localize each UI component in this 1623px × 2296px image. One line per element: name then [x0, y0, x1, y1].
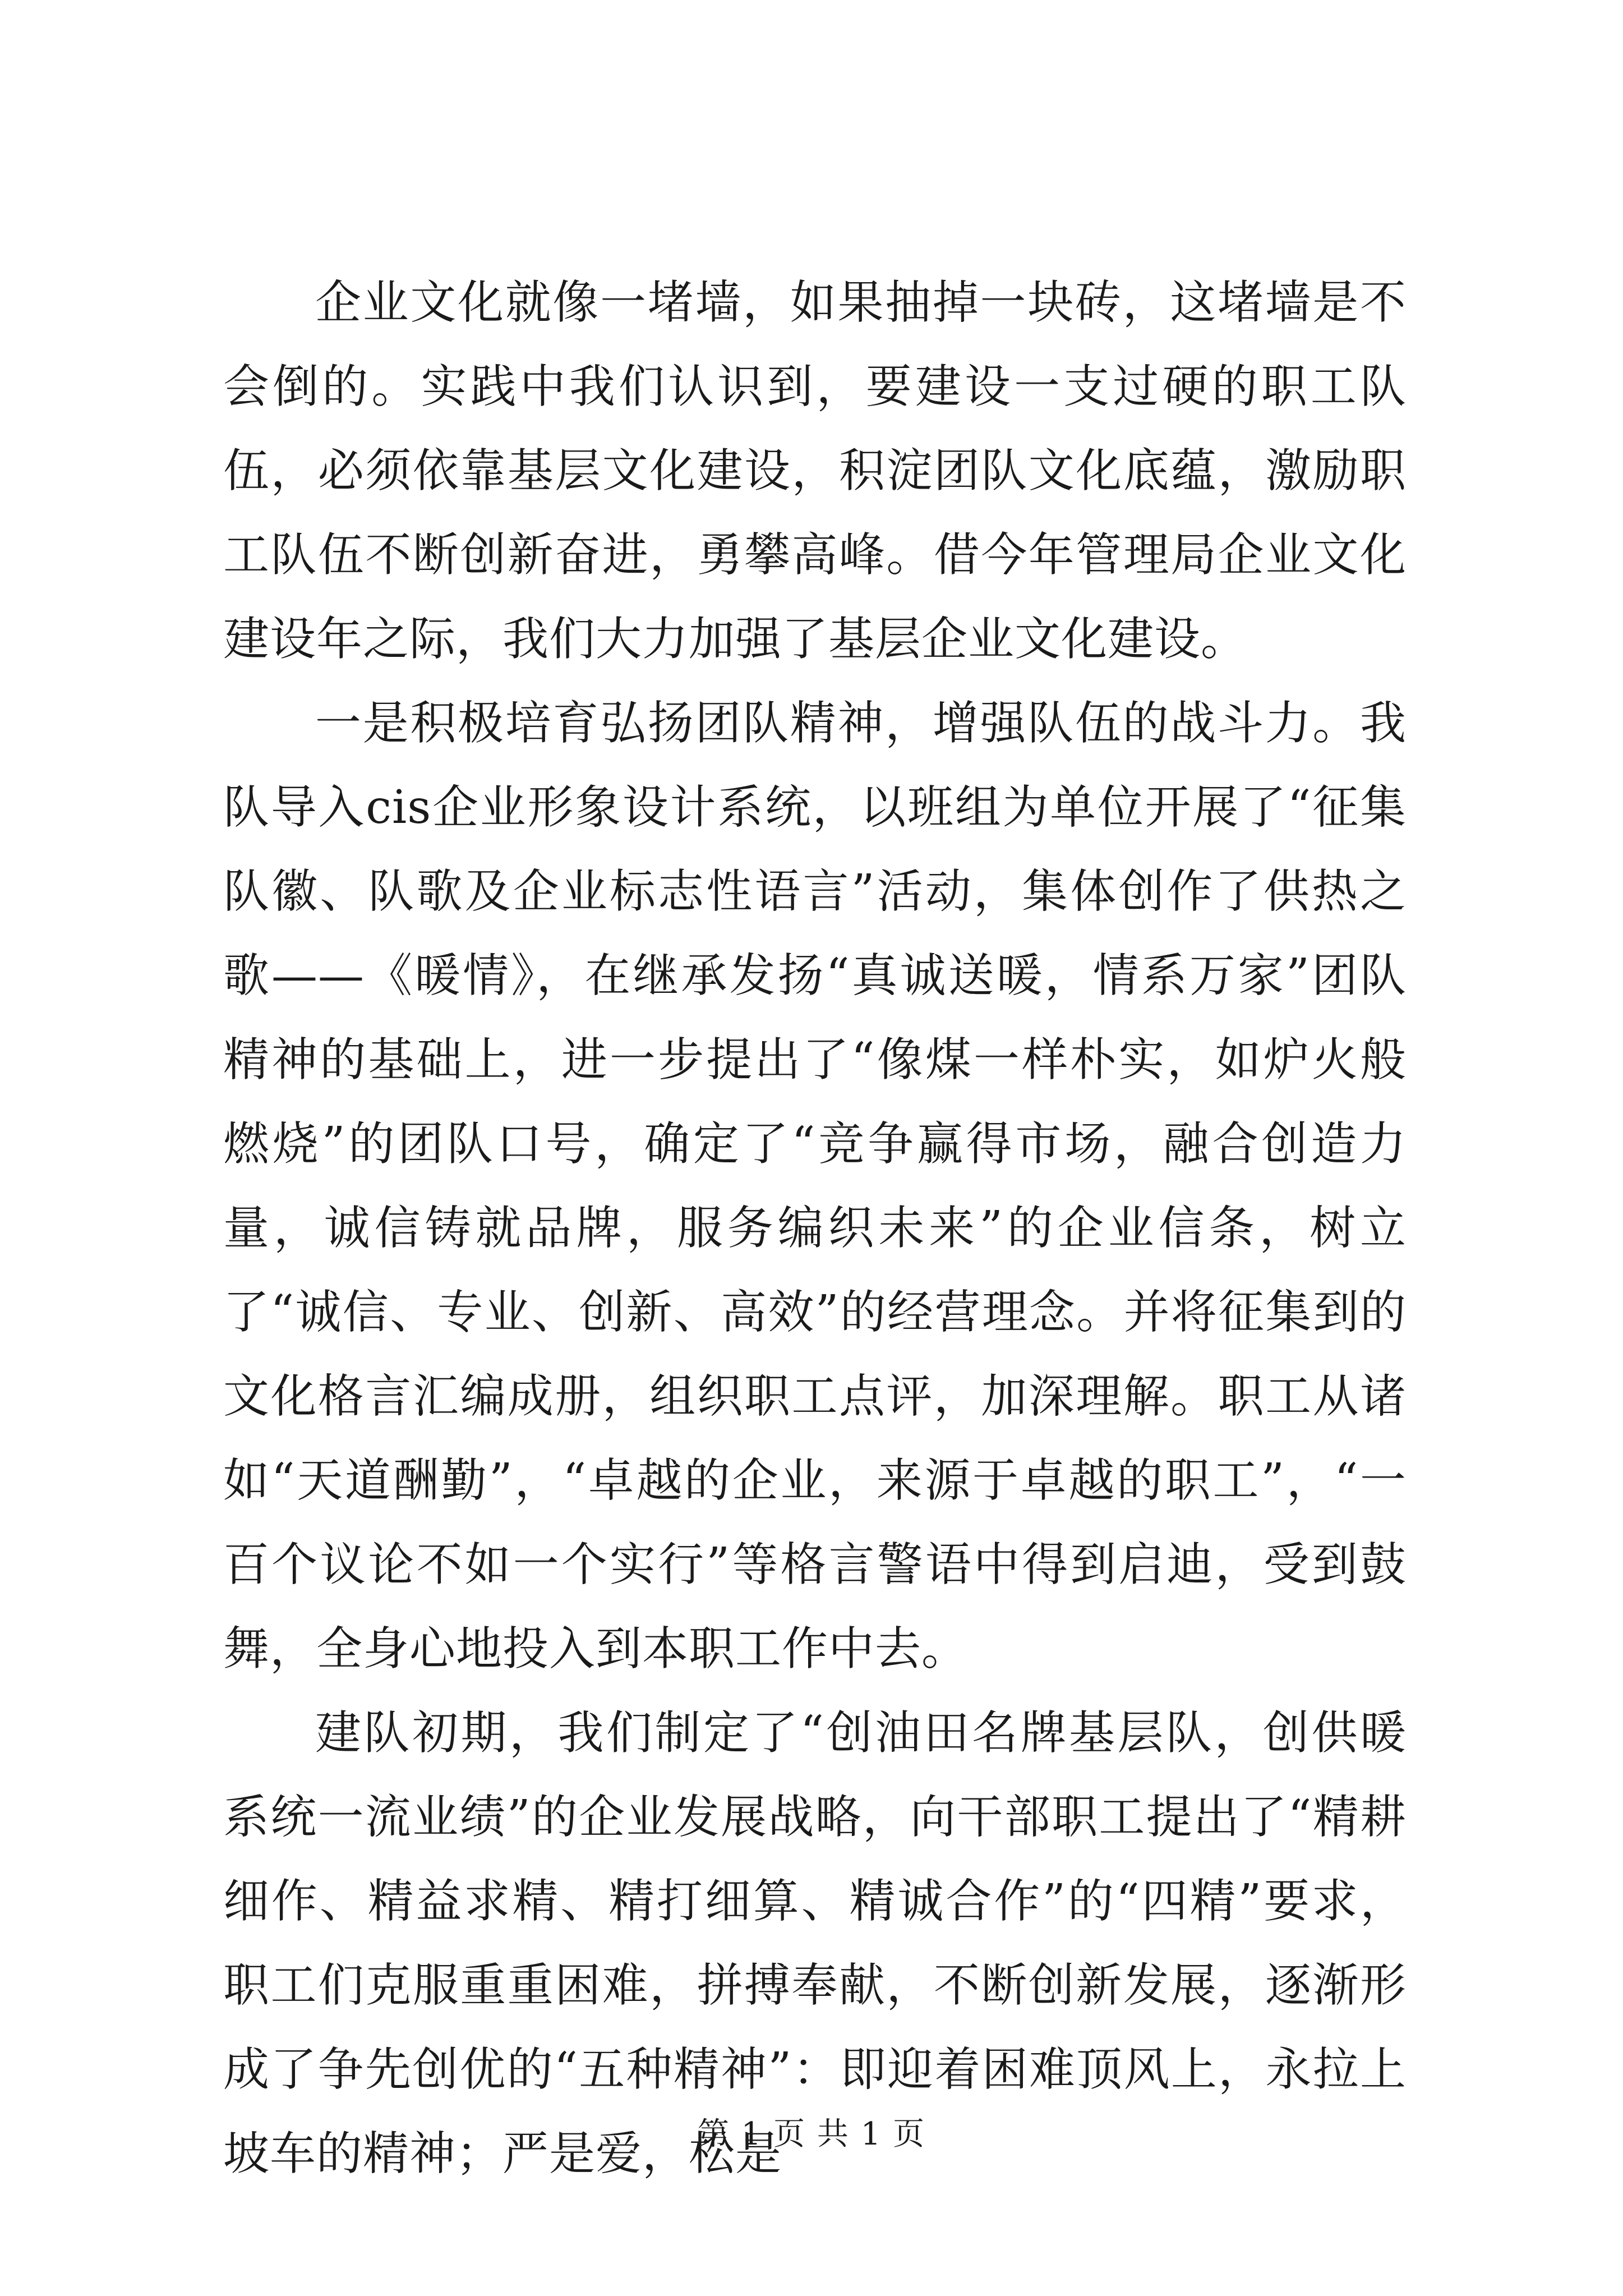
paragraph-2: 一是积极培育弘扬团队精神，增强队伍的战斗力。我队导入cis企业形象设计系统，以班组为单位开展了“征集队徽、队歌及企业标志性语言”活动，集体创作了供热之歌——《暖情》，在继承发扬“真诚送暖，情系万家”团队精神的基础上，进一步提出了“像煤一样朴实，如炉火般燃烧”的团队口号，确定了“竞争赢得市场，融合创造力量，诚信铸就品牌，服务编织未来”的企业信条，树立了“诚信、专业、创新、高效”的经营理念。并将征集到的文化格言汇编成册，组织职工点评，加深理解。职工从诸如“天道酬勤”，“卓越的企业，来源于卓越的职工”，“一百个议论不如一个实行”等格言警语中得到启迪，受到鼓舞，全身心地投入到本职工作中去。: [223, 697, 1407, 1676]
document-body: [223, 261, 1407, 2196]
paragraph-1: 企业文化就像一堵墙，如果抽掉一块砖，这堵墙是不会倒的。实践中我们认识到，要建设一支过硬的职工队伍，必须依靠基层文化建设，积淀团队文化底蕴，激励职工队伍不断创新奋进，勇攀高峰。借今年管理局企业文化建设年之际，我们大力加强了基层企业文化建设。: [223, 276, 1407, 666]
paragraph-3: 建队初期，我们制定了“创油田名牌基层队，创供暖系统一流业绩”的企业发展战略，向干部职工提出了“精耕细作、精益求精、精打细算、精诚合作”的“四精”要求，职工们克服重重困难，拼搏奉献，不断创新发展，逐渐形成了争先创优的“五种精神”：即迎着困难顶风上，永拉上坡车的精神；严是爱，松是: [223, 1706, 1407, 2180]
page-footer: 第 1 页 共 1 页: [697, 2116, 926, 2152]
